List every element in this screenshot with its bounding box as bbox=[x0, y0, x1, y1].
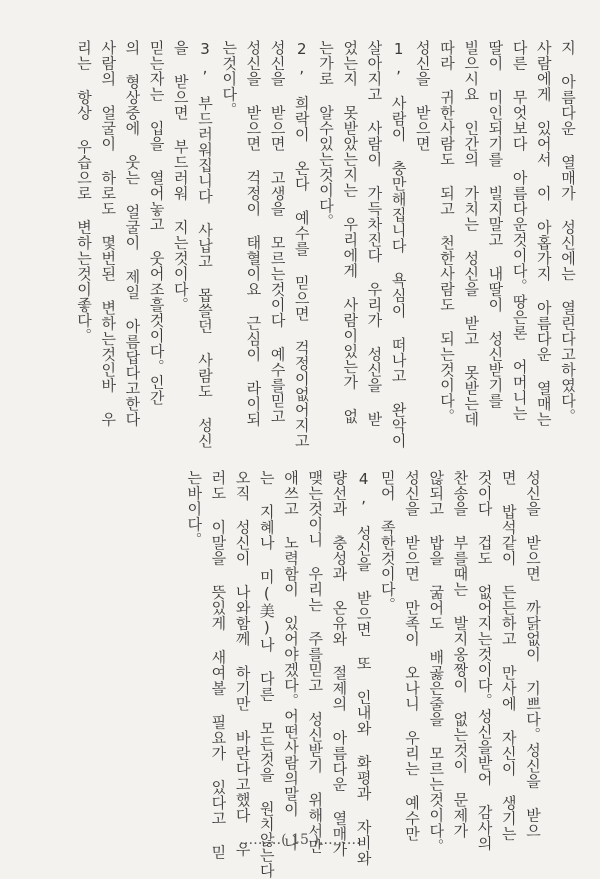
top-text-column: 지 아름다운 열매가 성신에는 열린다고하였다。 bbox=[559, 40, 577, 424]
top-text-column: 사람에게 있어서 이 아홉가지 아름다운 열매는 bbox=[534, 40, 553, 427]
page-number: ………( 15 )……… bbox=[239, 832, 361, 848]
bottom-text-column: 애쓰고 노력함이 있어야겠다。어떤사람의말이 나 bbox=[282, 470, 300, 851]
bottom-text-column: 성신을 받으면 만족이 오나니 우리는 예수만 bbox=[403, 470, 421, 842]
top-text-column: 따라 귀한사람도 되고 천한사람도 되는것이다。 bbox=[438, 40, 456, 424]
top-text-column: 는가로 알수있는것이다。 bbox=[317, 40, 335, 229]
top-text-column: 성신을 받으면 걱정이 태혈이요 근심이 라이되 bbox=[244, 40, 263, 427]
bottom-text-column: 러도 이말을 뜻있게 새여볼 필요가 있다고 믿 bbox=[209, 470, 228, 860]
top-text-column: 믿는자는 입을 열어놓고 웃어조흘것이다。인간 bbox=[147, 40, 166, 406]
top-text-column: 성신을 받으면 고생을 모르는것이다 예수를믿고 bbox=[268, 40, 287, 424]
bottom-text-column: 않되고 밥을 굶어도 배곯은줄을 모르는것이다。 bbox=[427, 470, 446, 854]
top-text-column: 다른 무엇보다 아름다운것이다。땅은론 어머니는 bbox=[510, 40, 529, 421]
top-text-column: 사람의 얼굴이 하로도 몇번된 변하는것인바 우 bbox=[99, 40, 118, 427]
top-text-column: 의 형상중에 웃는 얼굴이 제일 아름답다고한다 bbox=[123, 40, 142, 427]
bottom-text-column: 믿어 족한것이다。 bbox=[378, 470, 397, 613]
top-text-column: 살아지고 사람이 가득차진다 우리가 성신을 받 bbox=[365, 40, 384, 427]
bottom-text-column: 량선과 충성과 온유와 절제의 아름다운 열매가 bbox=[330, 470, 349, 857]
bottom-text-column: 오직 성신이 나와함께 하기만 바란다고했다 우 bbox=[233, 470, 252, 857]
bottom-text-column: 면 밥석같이 든든하고 만사에 자신이 생기는 bbox=[499, 470, 518, 842]
bottom-text-column: 는바이다。 bbox=[185, 470, 204, 548]
bottom-text-column: 4, 성신을 받으면 또 인내와 화평과 자비와 bbox=[354, 470, 373, 866]
top-text-column: 을 받으면 부드러워 지는것이다。 bbox=[171, 40, 190, 313]
top-text-column: 는것이다。 bbox=[220, 40, 239, 118]
top-text-column: 빌으시요 인간의 가치는 성신을 받고 못받는데 bbox=[462, 40, 481, 427]
top-text-column: 성신을 받으면 bbox=[413, 40, 432, 152]
top-text-column: 3, 부드러워집니다 사납고 몹쓸던 사람도 성신 bbox=[196, 40, 214, 449]
bottom-text-column: 것이다 겁도 없어지는것이다。성신을받어 감사의 bbox=[475, 470, 494, 851]
top-text-column: 2, 희락이 온다 예수를 믿으면 걱정이없어지고 bbox=[292, 40, 311, 449]
bottom-text-column: 맺는것이니 우리는 주를믿고 성신받기 위해서만 bbox=[306, 470, 325, 854]
bottom-text-column: 찬송을 부를때는 발지옹짱이 없는것이 문제가 bbox=[451, 470, 470, 839]
top-text-column: 딸이 미인되기를 빌지말고 내딸이 성신받기를 bbox=[486, 40, 505, 409]
top-text-column: 었는지 못받았는지는 우리에게 사람이있는가 없 bbox=[341, 40, 360, 424]
bottom-text-column: 성신을 받으면 까닭없이 기쁘다。성신을 받으 bbox=[524, 470, 542, 839]
bottom-text-column: 는 지혜나 미(美)나 다른 모든것을 원치않는다 bbox=[257, 470, 276, 879]
top-text-column: 1, 사람이 충만해집니다 욕심이 떠나고 완악이 bbox=[389, 40, 408, 449]
top-text-column: 리는 항상 우습으로 변하는것이좋다。 bbox=[75, 40, 93, 344]
